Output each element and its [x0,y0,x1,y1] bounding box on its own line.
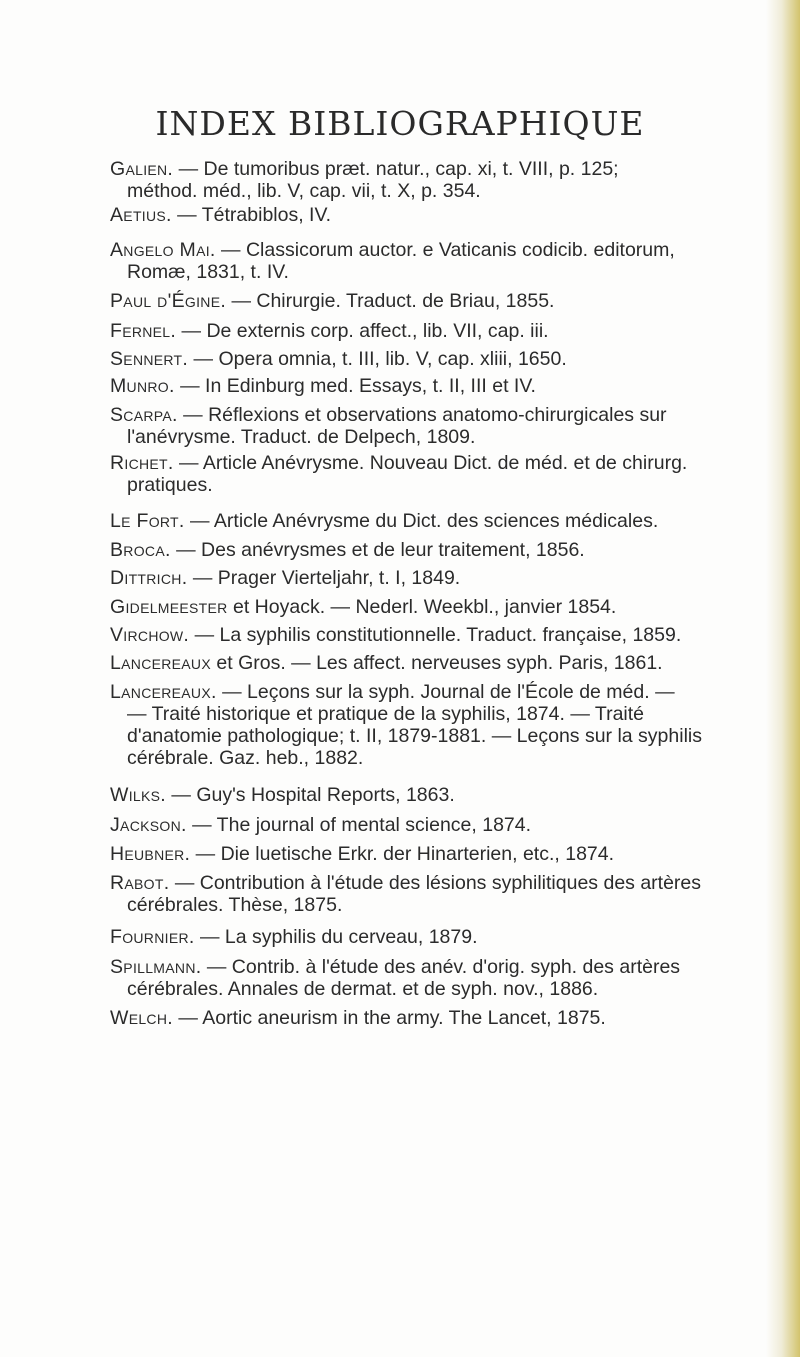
entry-text: — Article Anévrysme. Nouveau Dict. de méd. et de chirurg. [173,452,688,474]
entry-text: — Des anévrysmes et de leur traitement, 1856. [170,539,585,561]
bibliography-entry [0,596,745,618]
entry-text: — Aortic aneurism in the army. The Lancet, 1875. [172,1007,606,1029]
entry-text: — Opera omnia, t. III, lib. V, cap. xliii, 1650. [188,348,567,370]
bibliography-entry [0,239,745,283]
entry-text: — Die luetische Erkr. der Hinarterien, etc., 1874. [190,843,615,865]
entry-author: Aetius. [110,204,172,226]
entry-author: Richet. [110,452,174,474]
entry-text: — De externis corp. affect., lib. VII, cap. iii. [176,320,549,342]
entry-author: Munro. [110,375,175,397]
entry-text: et Gros. — Les affect. nerveuses syph. Paris, 1861. [210,652,663,674]
entry-author: Gidelmeester [110,596,228,618]
bibliography-entry [0,348,745,370]
entry-author: Fournier. [110,926,195,948]
entry-continuation: cérébrales. Thèse, 1875. [127,894,343,916]
entry-text: — Réflexions et observations anatomo-chirurgicales sur [177,404,667,426]
entry-text: — In Edinburg med. Essays, t. II, III et IV. [174,375,536,397]
bibliography-entry [0,290,745,312]
entry-author: Virchow. [110,624,190,646]
bibliography-entry [0,652,745,674]
entry-continuation: pratiques. [127,474,213,496]
entry-text: — La syphilis du cerveau, 1879. [194,926,478,948]
entry-continuation: — Traité historique et pratique de la syphilis, 1874. — Traité [127,703,645,725]
entry-text: — Contribution à l'étude des lésions syphilitiques des artères [169,872,702,894]
bibliography-entry [0,158,745,202]
entry-author: Rabot. [110,872,170,894]
bibliography-entry [0,926,745,948]
entry-text: — Leçons sur la syph. Journal de l'École de méd. — [216,681,675,703]
bibliography-entry [0,404,745,448]
entry-author: Lancereaux. [110,681,217,703]
entry-text: — La syphilis constitutionnelle. Traduct. française, 1859. [189,624,682,646]
entry-author: Wilks. [110,784,166,806]
entry-continuation: cérébrales. Annales de dermat. et de syph. nov., 1886. [127,978,599,1000]
entry-continuation: d'anatomie pathologique; t. II, 1879-1881. — Leçons sur la syphilis [127,725,702,747]
entry-text: — Article Anévrysme du Dict. des sciences médicales. [184,510,659,532]
entry-author: Welch. [110,1007,173,1029]
bibliography-entry [0,567,745,589]
bibliography-entry [0,681,745,769]
entry-author: Lancereaux [110,652,211,674]
entry-author: Angelo Mai. [110,239,216,261]
entry-author: Broca. [110,539,171,561]
entry-text: — De tumoribus præt. natur., cap. xi, t. VIII, p. 125; [173,158,619,180]
bibliography-entry [0,624,745,646]
bibliography-entry [0,814,745,836]
bibliography-entry [0,375,745,397]
entry-author: Galien. [110,158,174,180]
entry-text: — Guy's Hospital Reports, 1863. [165,784,455,806]
entry-text: — Tétrabiblos, IV. [171,204,332,226]
entry-continuation: méthod. méd., lib. V, cap. vii, t. X, p. 354. [127,180,481,202]
entry-text: — The journal of mental science, 1874. [186,814,532,836]
bibliography-entry [0,1007,745,1029]
page-title: INDEX BIBLIOGRAPHIQUE [155,104,645,143]
entry-author: Sennert. [110,348,189,370]
bibliography-entry [0,784,745,806]
entry-author: Le Fort. [110,510,185,532]
entry-author: Fernel. [110,320,177,342]
entry-text: — Prager Vierteljahr, t. I, 1849. [187,567,461,589]
bibliography-entry [0,956,745,1000]
entry-author: Scarpa. [110,404,178,426]
bibliography-entry [0,452,745,496]
bibliography-entry [0,320,745,342]
entry-text: — Contrib. à l'étude des anév. d'orig. syph. des artères [201,956,681,978]
entry-author: Paul d'Égine. [110,290,227,312]
entry-author: Jackson. [110,814,187,836]
entry-text: — Classicorum auctor. e Vaticanis codicib. editorum, [215,239,675,261]
bibliography-entry [0,539,745,561]
bibliography-entry [0,204,745,226]
entry-author: Dittrich. [110,567,188,589]
entry-author: Heubner. [110,843,191,865]
entry-continuation: cérébrale. Gaz. heb., 1882. [127,747,364,769]
entry-text: et Hoyack. — Nederl. Weekbl., janvier 1854. [227,596,617,618]
entry-continuation: l'anévrysme. Traduct. de Delpech, 1809. [127,426,476,448]
bibliography-entry [0,843,745,865]
bibliography-entry [0,872,745,916]
entry-continuation: Romæ, 1831, t. IV. [127,261,289,283]
bibliography-entry [0,510,745,532]
entry-author: Spillmann. [110,956,202,978]
page-edge-shadow [766,0,800,1357]
entry-text: — Chirurgie. Traduct. de Briau, 1855. [226,290,555,312]
